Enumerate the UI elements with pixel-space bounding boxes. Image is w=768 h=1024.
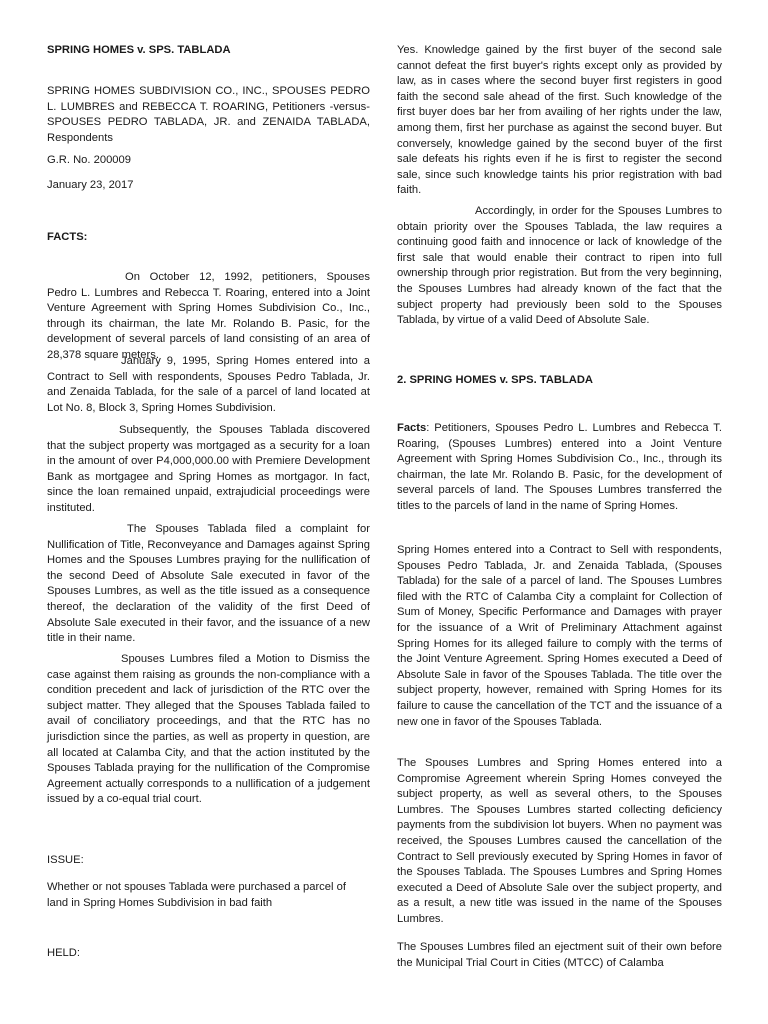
held-paragraph	[397, 204, 722, 329]
facts-paragraph-text: Subsequently, the Spouses Tablada discovered that the subject property was mortgaged as a security for a loan in the amount of over P4,000,000.00 with Premiere Development Bank as mortgagee and Spring Homes as mortgagor. In fact, since the loan remained unpaid, extrajudicial proceedings were instituted.	[47, 424, 370, 514]
facts2-paragraph: The Spouses Lumbres filed an ejectment suit of their own before the Municipal Trial Court in Cities (MTCC) of Calamba	[397, 941, 722, 969]
facts-paragraph	[47, 270, 370, 364]
facts2-paragraph-text: : Petitioners, Spouses Pedro L. Lumbres and Rebecca T. Roaring, (Spouses Lumbres) entered into a Joint Venture Agreement with Spring Homes Subdivision Co., Inc., through its chairman, the late Mr. Rolando B. Pasic, for the development of several parcels of land. The Spouses Lumbres transferred the titles to the parcels of land in the name of Spring Homes.	[397, 422, 722, 512]
facts-paragraph	[47, 423, 370, 517]
gr-number: G.R. No. 200009	[47, 154, 131, 166]
issue-text: Whether or not spouses Tablada were purchased a parcel of land in Spring Homes Subdivision in bad faith	[47, 881, 346, 909]
facts-paragraph-text: On October 12, 1992, petitioners, Spouses Pedro L. Lumbres and Rebecca T. Roaring, entered into a Joint Venture Agreement with Spring Homes Subdivision Co., Inc., through its chairman, the late Mr. Rolando B. Pasic, for the development of several parcels of land consisting of an area of 28,378 square meters.	[47, 271, 370, 361]
held-heading: HELD:	[47, 947, 80, 959]
issue-heading: ISSUE:	[47, 854, 84, 866]
facts-paragraph-text: Spouses Lumbres filed a Motion to Dismiss the case against them raising as grounds the non-compliance with a condition precedent and lack of jurisdiction of the RTC over the subject matter. They alleged that the Spouses Tablada failed to avail of conciliatory proceedings, and that the RTC has no jurisdiction since the parties, as well as property in question, are all located at Calamba City, and that the action instituted by the Spouses Tablada praying for the nullification of the Compromise Agreement actually corresponds to a nullification of a judgement issued by a co-equal trial court.	[47, 653, 370, 806]
case-parties: SPRING HOMES SUBDIVISION CO., INC., SPOUSES PEDRO L. LUMBRES and REBECCA T. ROARING, Petitioners -versus- SPOUSES PEDRO TABLADA, JR. and ZENAIDA TABLADA, Respondents	[47, 85, 370, 144]
facts-paragraph	[47, 522, 370, 647]
facts-paragraph-text: The Spouses Tablada filed a complaint for Nullification of Title, Reconveyance and Damages against Spring Homes and the Spouses Lumbres praying for the nullification of the second Deed of Absolute Sale executed in favor of the Spouses Lumbres, as well as the title issued as a consequence thereof, the declaration of the validity of the first Deed of Absolute Sale executed in their favor, and the issuance of a new title in their name.	[47, 523, 370, 645]
held-paragraph: Yes. Knowledge gained by the first buyer of the second sale cannot defeat the first buyer's rights except only as provided by law, as in cases where the second buyer first registers in good faith the second sale ahead of the first. Such knowledge of the first buyer does bar her from availing of her rights under the law, among them, first her purchase as against the second buyer. But conversely, knowledge gained by the second buyer of the first sale defeats his rights even if he is first to register the second sale, since such knowledge taints his prior registration with bad faith.	[397, 44, 722, 197]
facts2-paragraph: Spring Homes entered into a Contract to Sell with respondents, Spouses Pedro Tablada, Jr. and Zenaida Tablada, (Spouses Tablada) for the sale of a parcel of land. The Spouses Lumbres filed with the RTC of Calamba City a complaint for Collection of Sum of Money, Specific Performance and Damages with prayer for the issuance of a Writ of Preliminary Attachment against Spring Homes for its alleged failure to comply with the terms of the Joint Venture Agreement. Spring Homes executed a Deed of Absolute Sale in favor of the Spouses Tablada. The title over the subject property, however, remained with Spring Homes for its failure to cause the cancellation of the TCT and the issuance of a new one in favor of the Spouses Tablada.	[397, 544, 722, 728]
facts-heading: FACTS:	[47, 231, 88, 243]
decision-date: January 23, 2017	[47, 179, 134, 191]
facts2-paragraph	[397, 421, 722, 515]
facts-paragraph-text: January 9, 1995, Spring Homes entered into a Contract to Sell with respondents, Spouses Pedro Tablada, Jr. and Zenaida Tablada, for the sale of a parcel of land located at Lot No. 8, Block 3, Spring Homes Subdivision.	[47, 355, 370, 414]
facts-paragraph	[47, 354, 370, 416]
case-title: SPRING HOMES v. SPS. TABLADA	[47, 44, 231, 56]
facts-paragraph	[47, 652, 370, 808]
facts2-paragraph: The Spouses Lumbres and Spring Homes entered into a Compromise Agreement wherein Spring Homes conveyed the subject property, as well as several others, to the Spouses Lumbres. The Spouses Lumbres started collecting deficiency payments from the subdivision lot buyers. When no payment was received, the Spouses Lumbres caused the cancellation of the Contract to Sell previously executed by Spring Homes in favor of the Spouses Tablada. The Spouses Lumbres and Spring Homes executed a Deed of Absolute Sale over the subject property, and as a result, a new title was issued in the name of the Spouses Lumbres.	[397, 757, 722, 925]
section-2-title: 2. SPRING HOMES v. SPS. TABLADA	[397, 374, 594, 386]
facts2-label: Facts	[397, 422, 427, 434]
held-paragraph-text: Accordingly, in order for the Spouses Lumbres to obtain priority over the Spouses Tablada, the law requires a continuing good faith and innocence or lack of knowledge of the first sale that would enable their contract to ripen into full ownership through prior registration. But from the very beginning, the Spouses Lumbres had already known of the fact that the subject property had previously been sold to the Spouses Tablada, by virtue of a valid Deed of Absolute Sale.	[397, 205, 722, 327]
